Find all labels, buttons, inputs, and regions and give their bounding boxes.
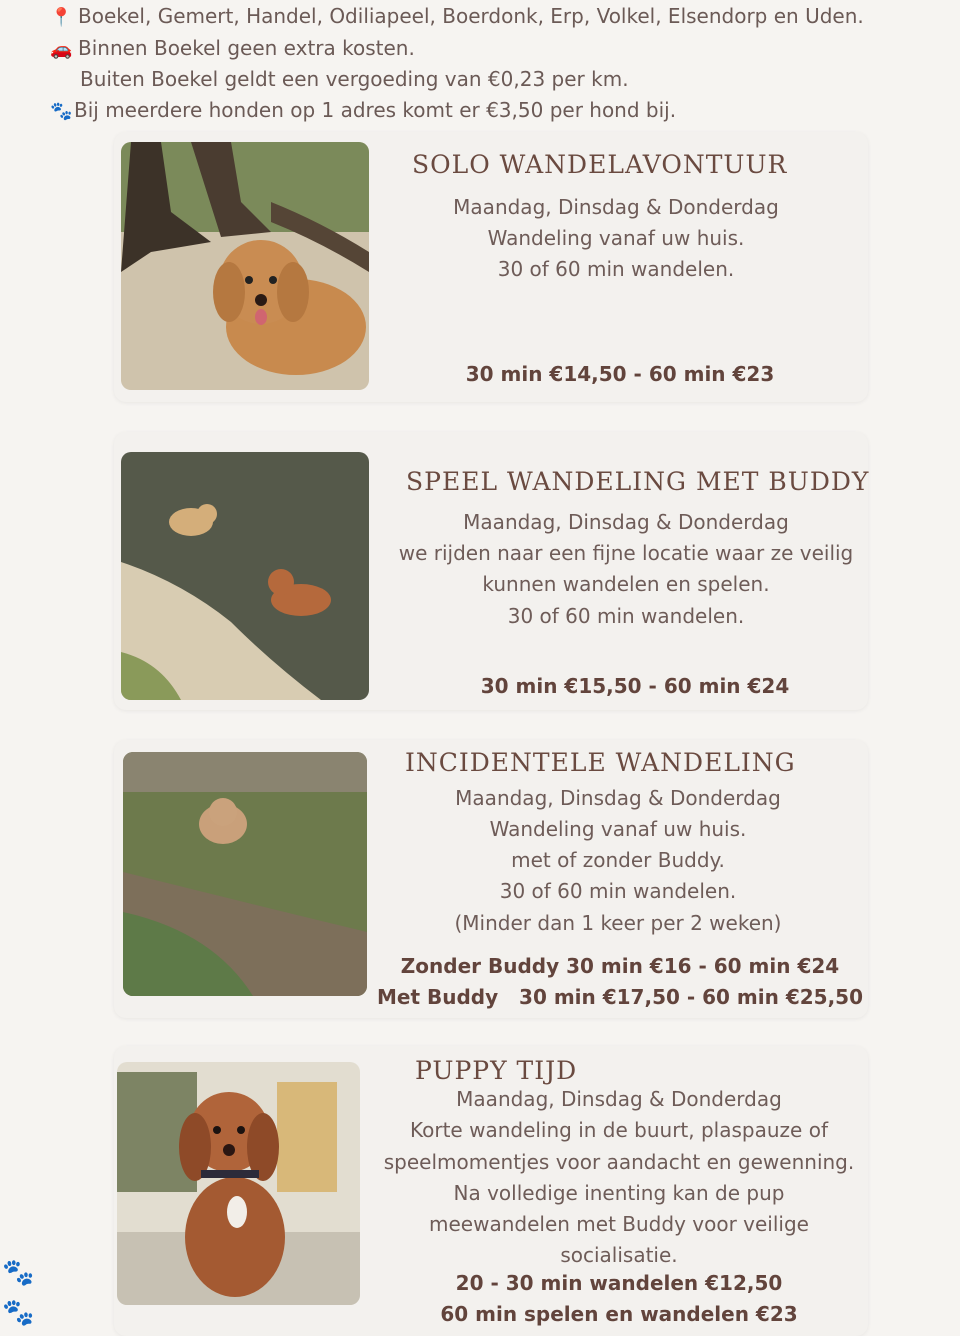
service-card-incidental <box>114 740 868 1018</box>
paw-prints-icon: 🐾 <box>50 101 73 122</box>
travel-free-line: 🚗 Binnen Boekel geen extra kosten. <box>50 34 415 64</box>
card-line: 30 of 60 min wandelen. <box>499 879 737 903</box>
paw-print-icon: 🐾 <box>2 1258 35 1288</box>
dogs-in-water-photo <box>121 452 369 700</box>
card-price: 30 min €15,50 - 60 min €24 <box>480 674 790 698</box>
card-line: 30 of 60 min wandelen. <box>507 604 745 628</box>
card-line: Korte wandeling in de buurt, plaspauze of <box>410 1118 828 1142</box>
multi-dog-line: 🐾Bij meerdere honden op 1 adres komt er €3,50 per hond bij. <box>50 96 676 126</box>
card-line: 30 of 60 min wandelen. <box>497 257 735 281</box>
card-line: Maandag, Dinsdag & Donderdag <box>453 195 779 219</box>
card-price: Zonder Buddy 30 min €16 - 60 min €24 <box>400 954 840 978</box>
card-line: we rijden naar een fijne locatie waar ze veilig <box>398 541 854 565</box>
dog-in-sand-photo <box>121 142 369 390</box>
locations-line: 📍 Boekel, Gemert, Handel, Odiliapeel, Boerdonk, Erp, Volkel, Elsendorp en Uden. <box>50 2 864 32</box>
dog-on-grass-photo <box>123 752 367 996</box>
card-line: Wandeling vanaf uw huis. <box>487 226 745 250</box>
card-line: met of zonder Buddy. <box>511 848 725 872</box>
travel-fee-line: Buiten Boekel geldt een vergoeding van €0,23 per km. <box>80 67 629 91</box>
card-price: 20 - 30 min wandelen €12,50 <box>455 1271 783 1295</box>
card-line: Maandag, Dinsdag & Donderdag <box>456 1087 782 1111</box>
card-line: Maandag, Dinsdag & Donderdag <box>455 786 781 810</box>
car-icon: 🚗 <box>50 39 73 60</box>
card-line: Maandag, Dinsdag & Donderdag <box>463 510 789 534</box>
card-line: Wandeling vanaf uw huis. <box>489 817 747 841</box>
card-line: socialisatie. <box>560 1243 678 1267</box>
paw-print-icon: 🐾 <box>2 1298 35 1328</box>
card-title: SPEEL WANDELING MET BUDDY <box>406 467 870 496</box>
puppy-photo <box>117 1062 360 1305</box>
service-card-buddy-play <box>114 432 868 710</box>
card-line: kunnen wandelen en spelen. <box>482 572 770 596</box>
card-price: Met Buddy 30 min €17,50 - 60 min €25,50 <box>377 985 863 1009</box>
card-title: SOLO WANDELAVONTUUR <box>412 150 788 179</box>
card-line: (Minder dan 1 keer per 2 weken) <box>454 911 782 935</box>
service-card-puppy <box>114 1046 868 1336</box>
card-line: Na volledige inenting kan de pup <box>453 1181 785 1205</box>
card-price: 30 min €14,50 - 60 min €23 <box>465 362 775 386</box>
pin-icon: 📍 <box>50 7 73 28</box>
service-card-solo <box>114 132 868 402</box>
card-title: PUPPY TIJD <box>415 1056 578 1085</box>
card-title: INCIDENTELE WANDELING <box>405 748 796 777</box>
card-line: meewandelen met Buddy voor veilige <box>429 1212 809 1236</box>
card-price: 60 min spelen en wandelen €23 <box>440 1302 798 1326</box>
card-line: speelmomentjes voor aandacht en gewenning. <box>383 1150 855 1174</box>
